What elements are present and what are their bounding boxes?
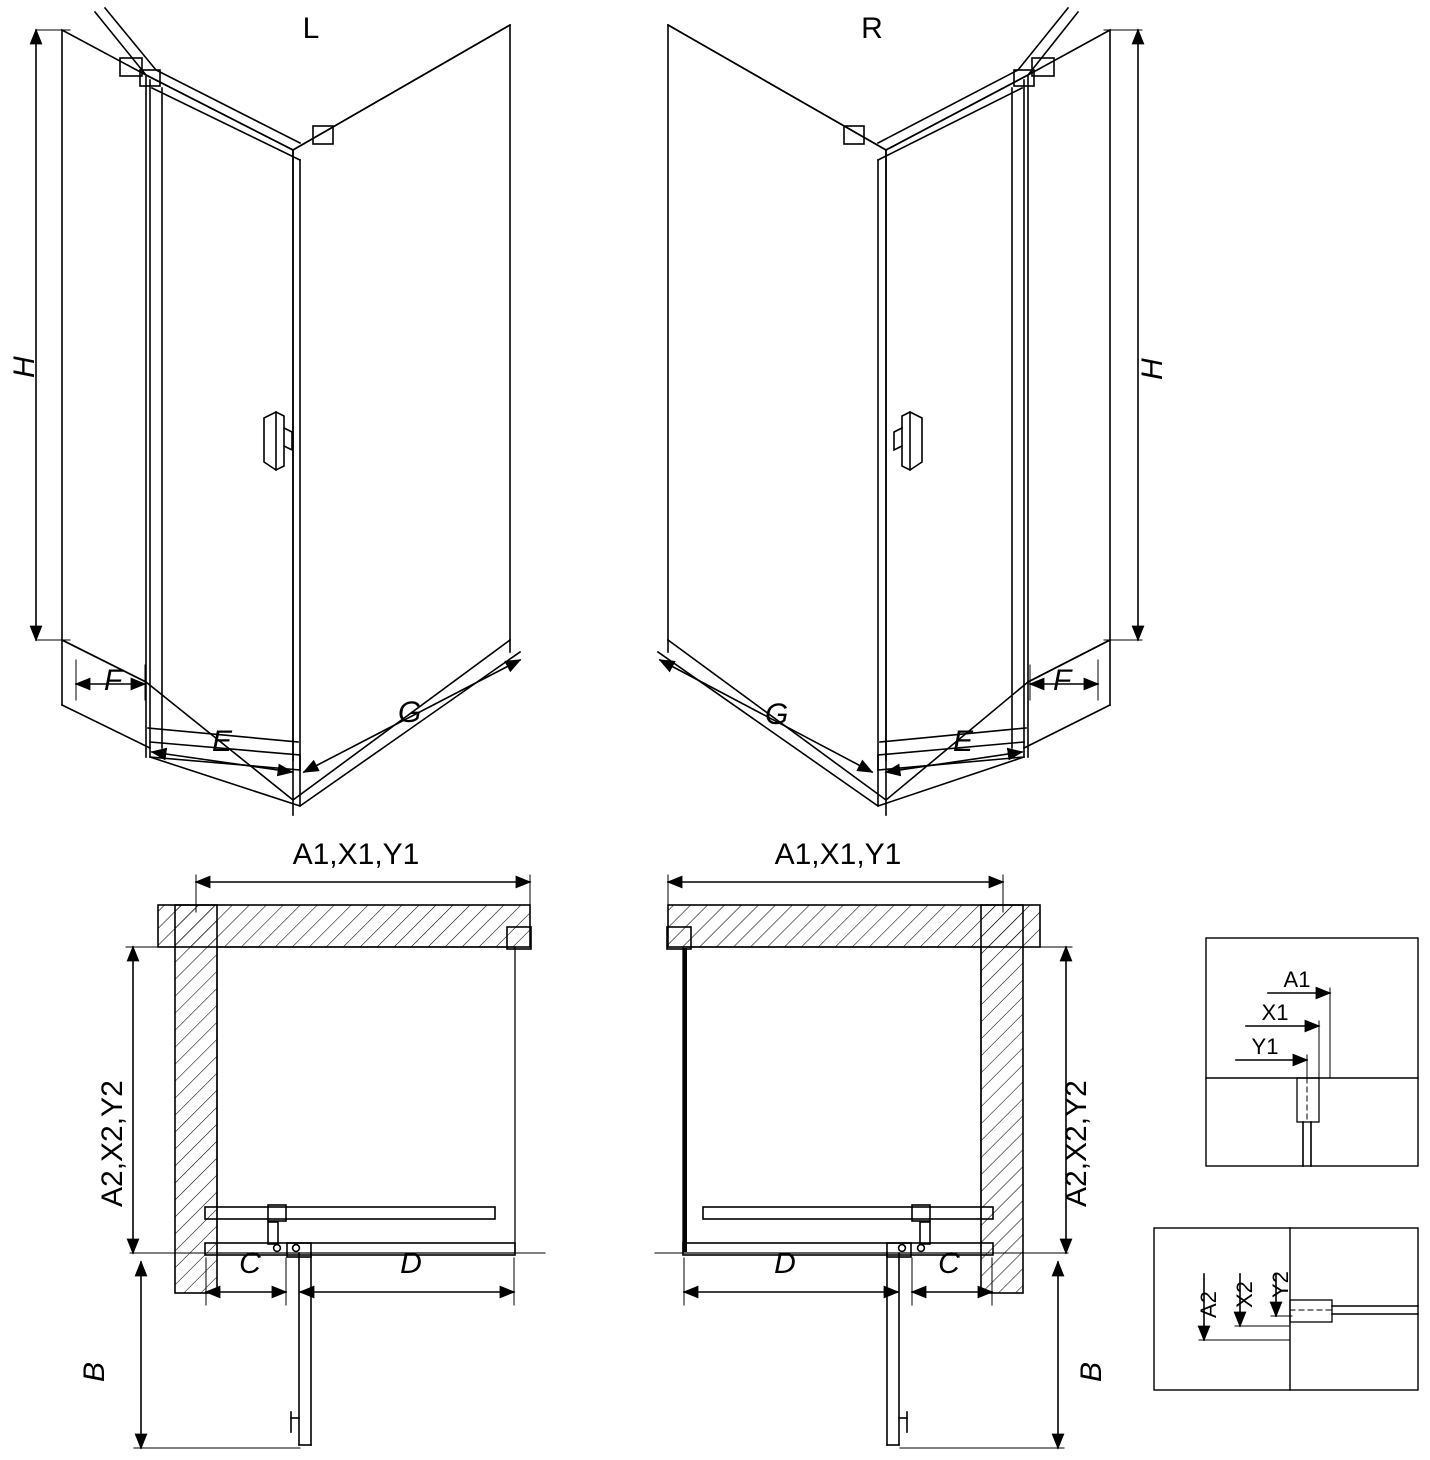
detail-top-dim-Y1: Y1 <box>1251 1034 1279 1059</box>
view-title-left: L <box>302 12 320 45</box>
plan-right-dim-top: A1,X1,Y1 <box>774 838 902 871</box>
dim-label-F-left: F <box>104 664 123 697</box>
plan-left-geometry <box>130 905 545 1445</box>
plan-right-geometry <box>655 905 1068 1445</box>
iso-left-dim-H <box>36 30 70 640</box>
dim-label-E-right: E <box>953 725 974 758</box>
plan-right-dim-D: D <box>774 1247 796 1280</box>
plan-left-dim-D: D <box>400 1247 422 1280</box>
detail-bottom-dim-X2: X2 <box>1232 1281 1257 1308</box>
dim-label-H-right: H <box>1136 358 1169 380</box>
plan-right-dim-side: A2,X2,Y2 <box>1060 1080 1093 1207</box>
iso-left-geometry <box>62 8 520 815</box>
plan-right-dim-C: C <box>938 1247 960 1280</box>
plan-left-dim-top: A1,X1,Y1 <box>292 838 420 871</box>
detail-bottom-dim-A2: A2 <box>1196 1291 1221 1318</box>
dim-label-H-left: H <box>8 356 41 378</box>
detail-bottom-geometry <box>1154 1228 1418 1390</box>
detail-top-geometry <box>1206 938 1418 1166</box>
dim-label-G-left: G <box>398 696 422 729</box>
plan-left-dim-B: B <box>78 1361 111 1382</box>
dim-label-E-left: E <box>212 725 233 758</box>
plan-left-dim-side: A2,X2,Y2 <box>96 1080 129 1207</box>
detail-top-dim-X1: X1 <box>1261 1000 1289 1025</box>
plan-left-dim-C: C <box>239 1247 261 1280</box>
detail-bottom-dim-Y2: Y2 <box>1268 1271 1293 1298</box>
view-title-right: R <box>861 12 883 45</box>
detail-top-dim-A1: A1 <box>1283 967 1311 992</box>
dim-label-F-right: F <box>1053 664 1072 697</box>
plan-right-dim-B: B <box>1075 1361 1108 1382</box>
dim-label-G-right: G <box>765 698 789 731</box>
